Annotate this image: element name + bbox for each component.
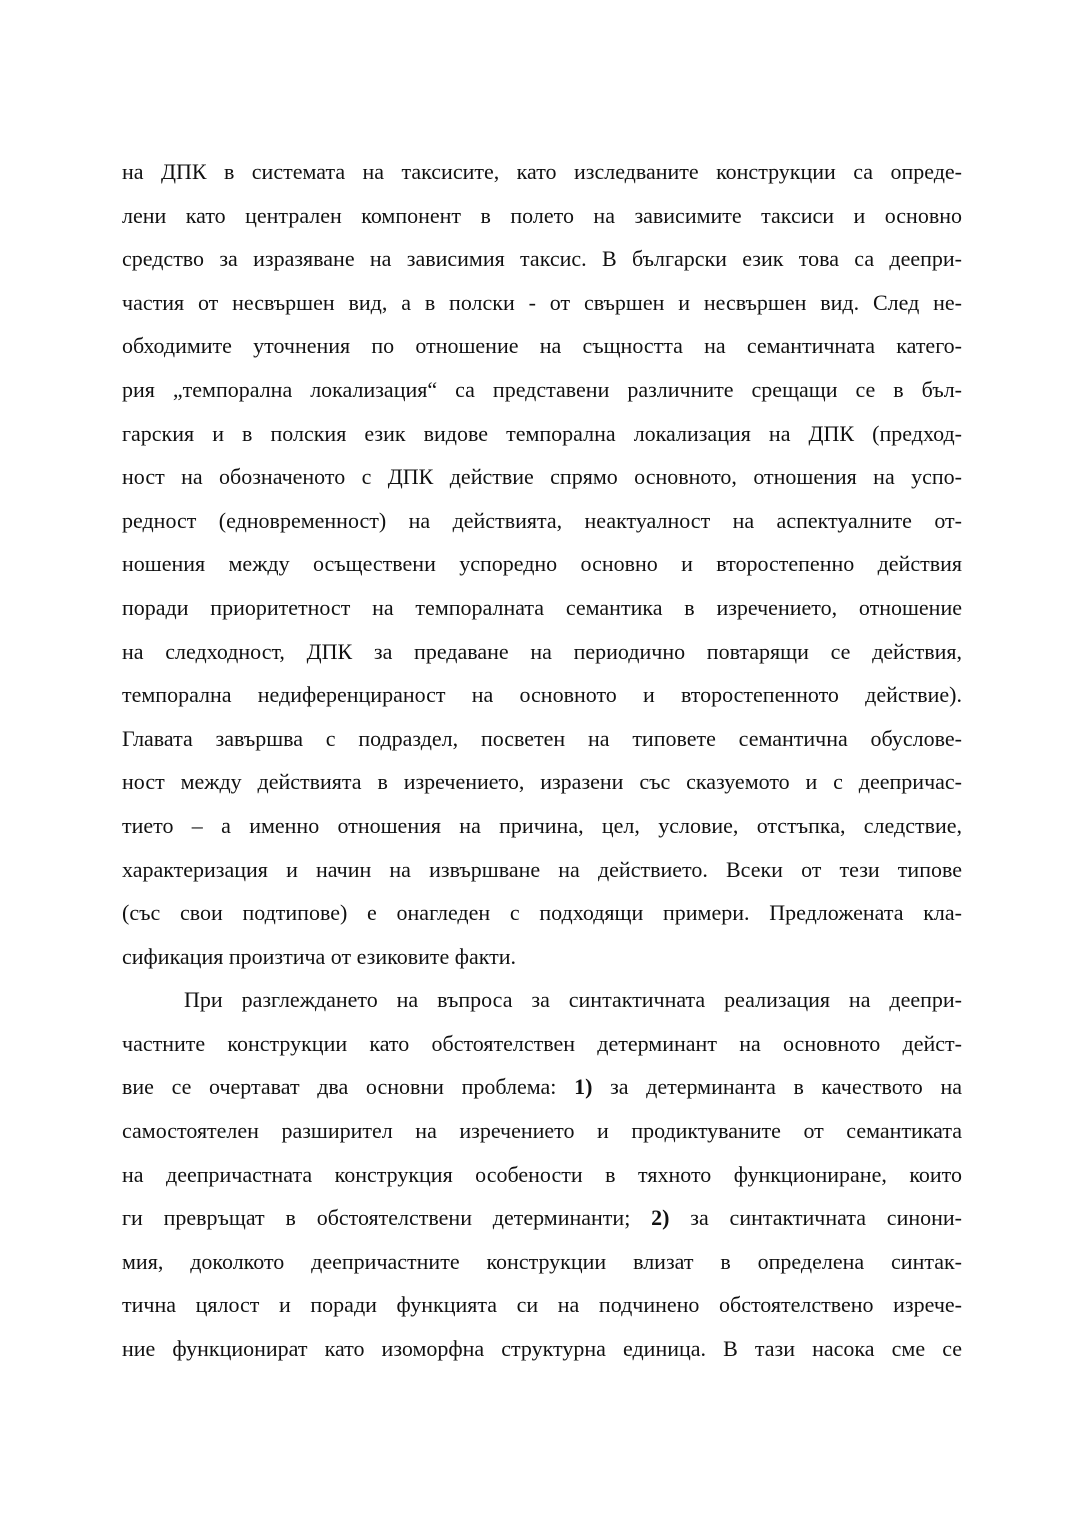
text-line: (със свои подтипове) е онагледен с подходящи примери. Предложената кла- <box>122 900 962 926</box>
document-page <box>122 150 962 1371</box>
text-line: поради приоритетност на темпоралната семантика в изречението, отношение <box>122 594 962 620</box>
text-segment: за синтактичната синони- <box>669 1205 962 1231</box>
text-line: средство за изразяване на зависимия таксис. В български език това са деепри- <box>122 246 962 272</box>
text-line: мия, доколкото деепричастните конструкции влизат в определена синтак- <box>122 1248 962 1274</box>
text-line: тието – а именно отношения на причина, цел, условие, отстъпка, следствие, <box>122 812 962 838</box>
text-line: ност на обозначеното с ДПК действие спрямо основното, отношения на успо- <box>122 464 962 490</box>
text-line: ношения между осъществени успоредно основно и второстепенно действия <box>122 551 962 577</box>
text-line: ност между действията в изречението, изразени със сказуемото и с деепричас- <box>122 769 962 795</box>
text-line: При разглеждането на въпроса за синтактичната реализация на деепри- <box>184 987 962 1013</box>
text-line: обходимите уточнения по отношение на същността на семантичната катего- <box>122 333 962 359</box>
text-line: на следходност, ДПК за предаване на периодично повтарящи се действия, <box>122 638 962 664</box>
text-line: лени като централен компонент в полето на зависимите таксиси и основно <box>122 202 962 228</box>
text-line: гарския и в полския език видове темпорална локализация на ДПК (предход- <box>122 420 962 446</box>
list-marker-2: 2) <box>651 1205 670 1231</box>
text-line: тична цялост и поради функцията си на подчинено обстоятелствено изрече- <box>122 1292 962 1318</box>
text-line: ние функционират като изоморфна структурна единица. В тази насока сме се <box>122 1336 962 1362</box>
text-line: самостоятелен разширител на изречението и продиктуваните от семантиката <box>122 1118 962 1144</box>
list-marker-1: 1) <box>574 1074 593 1100</box>
text-segment: за детерминанта в качеството на <box>592 1074 962 1100</box>
text-line: частия от несвършен вид, а в полски - от свършен и несвършен вид. След не- <box>122 289 962 315</box>
text-line: характеризация и начин на извършване на действието. Всеки от тези типове <box>122 856 962 882</box>
text-segment: вие се очертават два основни проблема: <box>122 1074 575 1100</box>
text-line: Главата завършва с подраздел, посветен на типовете семантична обуслове- <box>122 725 962 751</box>
text-line: темпорална недиференцираност на основното и второстепенното действие). <box>122 682 962 708</box>
text-line <box>122 1196 962 1240</box>
text-line: сификация произтича от езиковите факти. <box>122 943 517 969</box>
paragraph-1 <box>122 150 962 978</box>
text-line: редност (едновременност) на действията, неактуалност на аспектуалните от- <box>122 507 962 533</box>
text-line: на ДПК в системата на таксисите, като изследваните конструкции са опреде- <box>122 159 962 184</box>
text-line: на деепричастната конструкция особености в тяхното функциониране, които <box>122 1161 962 1187</box>
text-line <box>122 1065 962 1109</box>
text-line: частните конструкции като обстоятелствен детерминант на основното дейст- <box>122 1030 962 1056</box>
text-line: рия „темпорална локализация“ са представени различните срещащи се в бъл- <box>122 376 962 402</box>
text-segment: ги превръщат в обстоятелствени детерминанти; <box>122 1205 652 1231</box>
paragraph-2 <box>122 978 962 1370</box>
